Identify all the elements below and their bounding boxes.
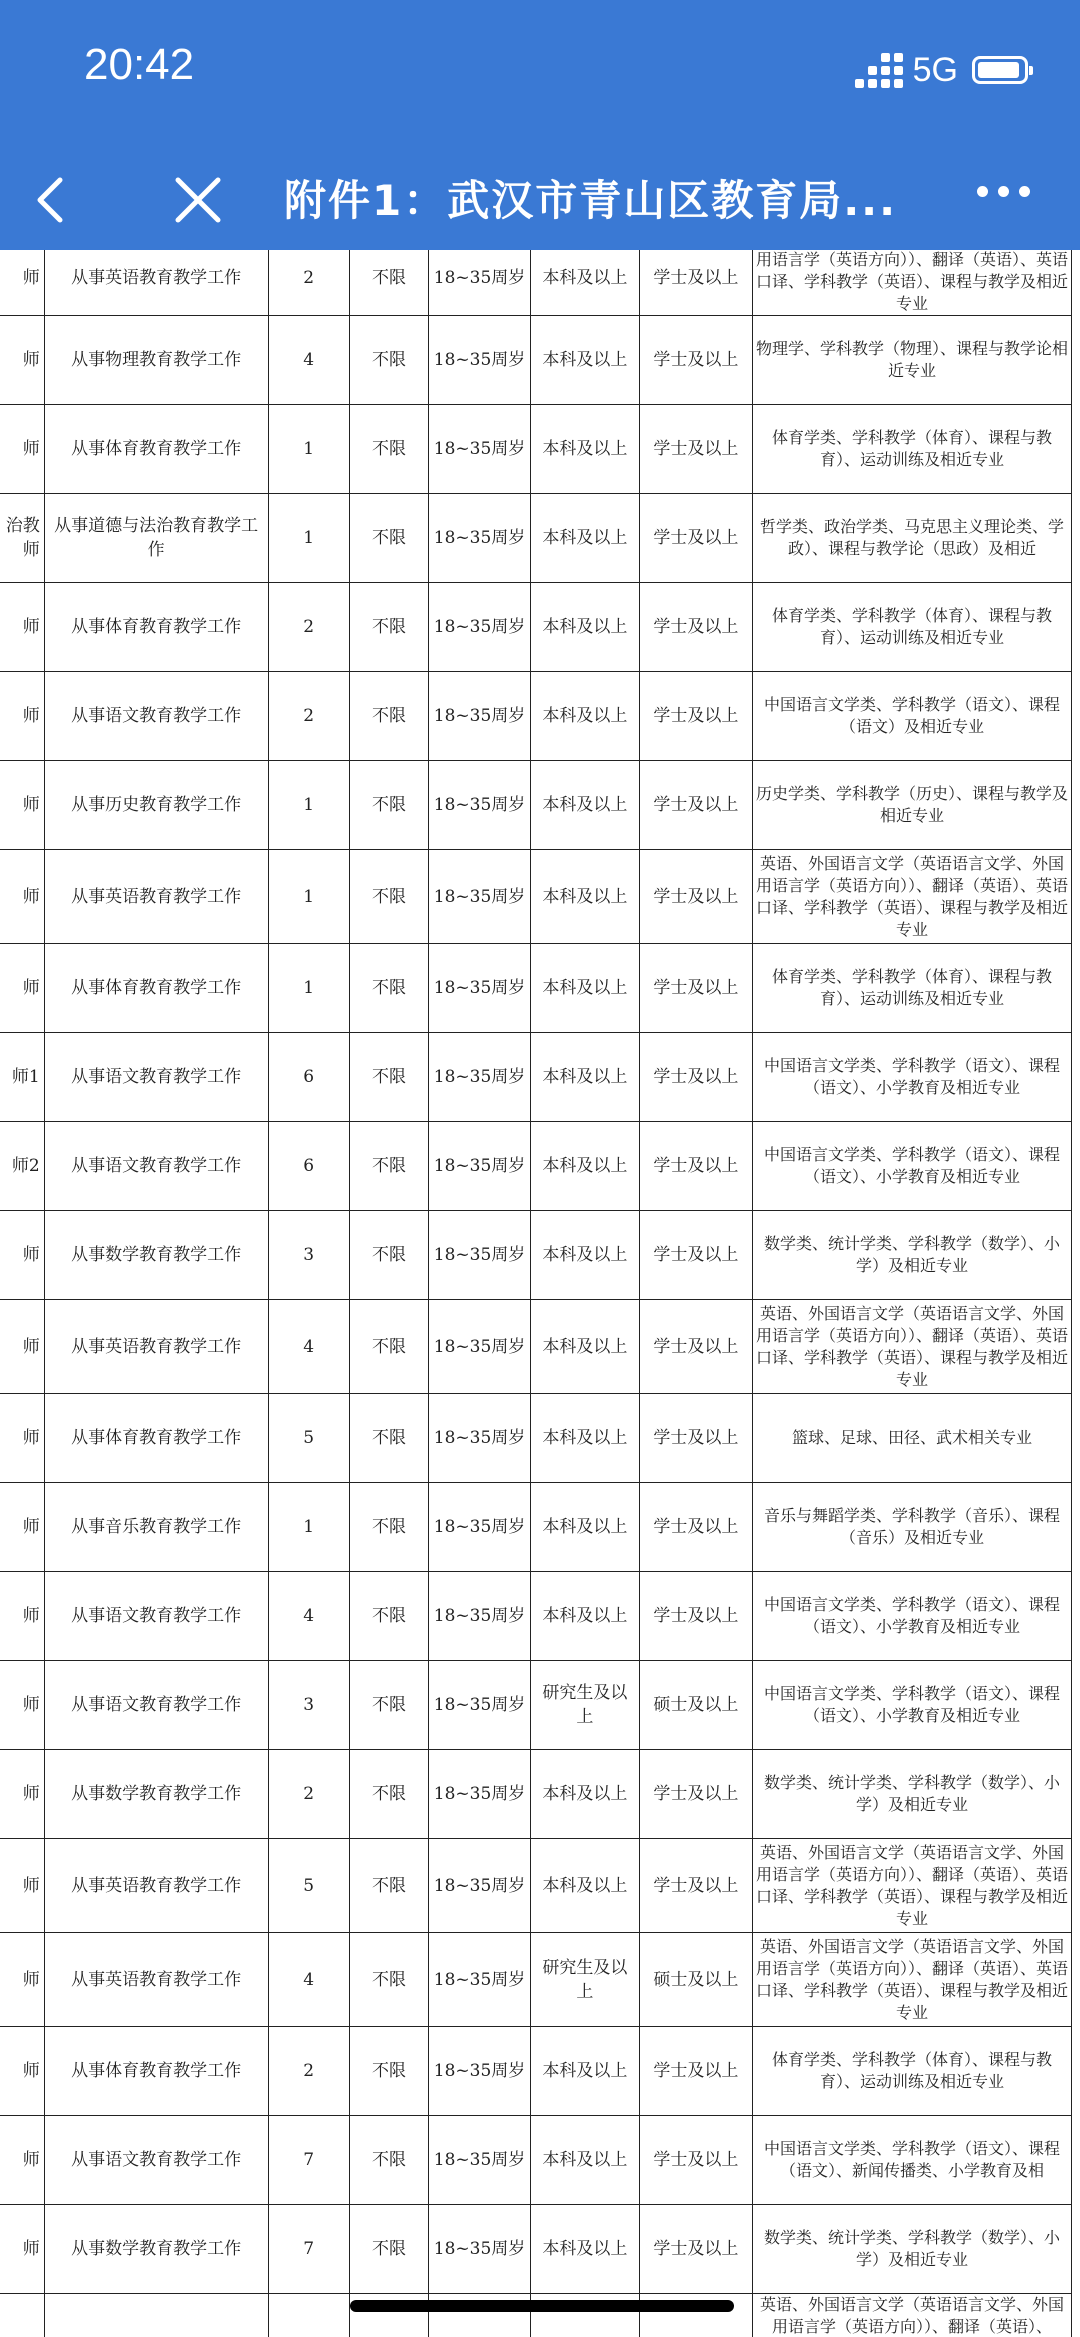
job-duty-cell: 从事物理教育教学工作 xyxy=(44,316,268,405)
age-range-cell: 18~35周岁 xyxy=(429,761,531,850)
table-row xyxy=(0,405,1072,494)
major-requirement-cell: 数学类、统计学类、学科教学（数学）、小学）及相近专业 xyxy=(752,2205,1071,2294)
education-cell: 本科及以上 xyxy=(530,1394,639,1483)
degree-cell: 学士及以上 xyxy=(639,1300,752,1394)
position-name-cell: 师 xyxy=(0,761,44,850)
age-range-cell: 18~35周岁 xyxy=(429,1033,531,1122)
headcount-cell: 1 xyxy=(268,944,349,1033)
job-duty-cell: 从事历史教育教学工作 xyxy=(44,761,268,850)
position-name-cell: 师 xyxy=(0,1394,44,1483)
position-name-cell: 师 xyxy=(0,1661,44,1750)
table-row xyxy=(0,1033,1072,1122)
education-cell: 本科及以上 xyxy=(530,1211,639,1300)
headcount-cell: 2 xyxy=(268,250,349,316)
age-range-cell: 18~35周岁 xyxy=(429,494,531,583)
position-name-cell: 师 xyxy=(0,2027,44,2116)
position-name-cell: 师 xyxy=(0,1300,44,1394)
headcount-cell: 3 xyxy=(268,1211,349,1300)
job-duty-cell: 从事语文教育教学工作 xyxy=(44,1661,268,1750)
signal-icon xyxy=(855,53,903,88)
education-cell: 本科及以上 xyxy=(530,2116,639,2205)
headcount-cell: 4 xyxy=(268,1572,349,1661)
table-row xyxy=(0,2205,1072,2294)
position-name-cell: 师 xyxy=(0,850,44,944)
age-range-cell: 18~35周岁 xyxy=(429,672,531,761)
headcount-cell: 4 xyxy=(268,1300,349,1394)
table-row xyxy=(0,250,1072,316)
headcount-cell: 1 xyxy=(268,761,349,850)
position-name-cell: 师 xyxy=(0,944,44,1033)
degree-cell: 学士及以上 xyxy=(639,1750,752,1839)
table-row xyxy=(0,1933,1072,2027)
education-cell: 本科及以上 xyxy=(530,944,639,1033)
major-requirement-cell: 数学类、统计学类、学科教学（数学）、小学）及相近专业 xyxy=(752,1750,1071,1839)
gender-limit-cell: 不限 xyxy=(349,850,428,944)
degree-cell: 学士及以上 xyxy=(639,494,752,583)
age-range-cell: 18~35周岁 xyxy=(429,405,531,494)
education-cell: 本科及以上 xyxy=(530,1483,639,1572)
more-icon xyxy=(977,186,988,197)
headcount-cell: 5 xyxy=(268,1394,349,1483)
position-name-cell: 师 xyxy=(0,1211,44,1300)
job-duty-cell: 从事体育教育教学工作 xyxy=(44,944,268,1033)
gender-limit-cell: 不限 xyxy=(349,1839,428,1933)
major-requirement-cell: 英语、外国语言文学（英语语言文学、外国用语言学（英语方向））、翻译（英语）、 xyxy=(752,2294,1071,2337)
education-cell: 本科及以上 xyxy=(530,1839,639,1933)
headcount-cell: 7 xyxy=(268,2116,349,2205)
degree-cell: 学士及以上 xyxy=(639,1839,752,1933)
job-duty-cell: 从事语文教育教学工作 xyxy=(44,1033,268,1122)
table-row xyxy=(0,1394,1072,1483)
major-requirement-cell: 体育学类、学科教学（体育）、课程与教育）、运动训练及相近专业 xyxy=(752,2027,1071,2116)
education-cell: 本科及以上 xyxy=(530,250,639,316)
degree-cell: 学士及以上 xyxy=(639,850,752,944)
education-cell: 本科及以上 xyxy=(530,672,639,761)
job-duty-cell: 从事体育教育教学工作 xyxy=(44,2027,268,2116)
headcount-cell: 1 xyxy=(268,405,349,494)
headcount-cell: 1 xyxy=(268,1483,349,1572)
gender-limit-cell: 不限 xyxy=(349,1033,428,1122)
education-cell: 本科及以上 xyxy=(530,583,639,672)
job-duty-cell: 从事数学教育教学工作 xyxy=(44,1750,268,1839)
age-range-cell: 18~35周岁 xyxy=(429,944,531,1033)
table-row xyxy=(0,850,1072,944)
table-row xyxy=(0,761,1072,850)
major-requirement-cell: 中国语言文学类、学科教学（语文）、课程（语文）、小学教育及相近专业 xyxy=(752,1033,1071,1122)
major-requirement-cell: 英语、外国语言文学（英语语言文学、外国用语言学（英语方向））、翻译（英语）、英语口译、学科教学（英语）、课程与教学及相近专业 xyxy=(752,1839,1071,1933)
job-duty-cell: 从事语文教育教学工作 xyxy=(44,2116,268,2205)
position-name-cell: 治教师 xyxy=(0,494,44,583)
position-name-cell: 师 xyxy=(0,1572,44,1661)
age-range-cell: 18~35周岁 xyxy=(429,1572,531,1661)
degree-cell: 学士及以上 xyxy=(639,1122,752,1211)
education-cell: 本科及以上 xyxy=(530,761,639,850)
major-requirement-cell: 中国语言文学类、学科教学（语文）、课程（语文）、新闻传播类、小学教育及相 xyxy=(752,2116,1071,2205)
degree-cell: 学士及以上 xyxy=(639,672,752,761)
job-duty-cell xyxy=(44,2294,268,2337)
table-row xyxy=(0,1750,1072,1839)
education-cell: 本科及以上 xyxy=(530,850,639,944)
battery-icon xyxy=(972,56,1028,84)
degree-cell: 学士及以上 xyxy=(639,2205,752,2294)
table-row xyxy=(0,2027,1072,2116)
major-requirement-cell: 用语言学（英语方向））、翻译（英语）、英语口译、学科教学（英语）、课程与教学及相近专业 xyxy=(752,250,1071,316)
age-range-cell: 18~35周岁 xyxy=(429,1300,531,1394)
job-duty-cell: 从事英语教育教学工作 xyxy=(44,1839,268,1933)
gender-limit-cell: 不限 xyxy=(349,2116,428,2205)
major-requirement-cell: 音乐与舞蹈学类、学科教学（音乐）、课程（音乐）及相近专业 xyxy=(752,1483,1071,1572)
nav-bar xyxy=(0,160,1080,240)
document-viewer[interactable] xyxy=(0,250,1080,2337)
age-range-cell: 18~35周岁 xyxy=(429,2205,531,2294)
position-name-cell: 师1 xyxy=(0,1033,44,1122)
headcount-cell: 1 xyxy=(268,850,349,944)
gender-limit-cell: 不限 xyxy=(349,944,428,1033)
position-name-cell: 师2 xyxy=(0,1122,44,1211)
position-name-cell: 师 xyxy=(0,672,44,761)
table-row xyxy=(0,2116,1072,2205)
chevron-left-icon xyxy=(22,170,82,230)
position-name-cell: 师 xyxy=(0,1483,44,1572)
degree-cell: 学士及以上 xyxy=(639,1394,752,1483)
table-row xyxy=(0,1300,1072,1394)
gender-limit-cell: 不限 xyxy=(349,1933,428,2027)
table-row xyxy=(0,494,1072,583)
gender-limit-cell: 不限 xyxy=(349,1300,428,1394)
close-button[interactable] xyxy=(168,170,228,230)
degree-cell: 学士及以上 xyxy=(639,583,752,672)
major-requirement-cell: 中国语言文学类、学科教学（语文）、课程（语文）、小学教育及相近专业 xyxy=(752,1122,1071,1211)
headcount-cell: 5 xyxy=(268,1839,349,1933)
headcount-cell: 6 xyxy=(268,1033,349,1122)
degree-cell: 学士及以上 xyxy=(639,944,752,1033)
major-requirement-cell: 英语、外国语言文学（英语语言文学、外国用语言学（英语方向））、翻译（英语）、英语口译、学科教学（英语）、课程与教学及相近专业 xyxy=(752,850,1071,944)
gender-limit-cell: 不限 xyxy=(349,316,428,405)
age-range-cell: 18~35周岁 xyxy=(429,2027,531,2116)
age-range-cell: 18~35周岁 xyxy=(429,316,531,405)
headcount-cell xyxy=(268,2294,349,2337)
education-cell: 本科及以上 xyxy=(530,405,639,494)
job-duty-cell: 从事语文教育教学工作 xyxy=(44,1122,268,1211)
page-title: 附件1：武汉市青山区教育局... xyxy=(284,176,898,225)
position-name-cell: 师 xyxy=(0,316,44,405)
major-requirement-cell: 数学类、统计学类、学科教学（数学）、小学）及相近专业 xyxy=(752,1211,1071,1300)
age-range-cell: 18~35周岁 xyxy=(429,1483,531,1572)
education-cell: 本科及以上 xyxy=(530,1122,639,1211)
education-cell: 本科及以上 xyxy=(530,316,639,405)
headcount-cell: 2 xyxy=(268,1750,349,1839)
major-requirement-cell: 体育学类、学科教学（体育）、课程与教育）、运动训练及相近专业 xyxy=(752,405,1071,494)
table-row xyxy=(0,672,1072,761)
age-range-cell: 18~35周岁 xyxy=(429,1394,531,1483)
education-cell: 研究生及以上 xyxy=(530,1661,639,1750)
major-requirement-cell: 中国语言文学类、学科教学（语文）、课程（语文）及相近专业 xyxy=(752,672,1071,761)
headcount-cell: 1 xyxy=(268,494,349,583)
age-range-cell: 18~35周岁 xyxy=(429,1933,531,2027)
age-range-cell: 18~35周岁 xyxy=(429,1661,531,1750)
gender-limit-cell: 不限 xyxy=(349,761,428,850)
position-name-cell: 师 xyxy=(0,1839,44,1933)
gender-limit-cell: 不限 xyxy=(349,583,428,672)
gender-limit-cell: 不限 xyxy=(349,2027,428,2116)
gender-limit-cell: 不限 xyxy=(349,1572,428,1661)
table-row xyxy=(0,583,1072,672)
job-duty-cell: 从事体育教育教学工作 xyxy=(44,1394,268,1483)
age-range-cell: 18~35周岁 xyxy=(429,250,531,316)
back-button[interactable] xyxy=(22,170,82,230)
education-cell: 研究生及以上 xyxy=(530,1933,639,2027)
job-duty-cell: 从事英语教育教学工作 xyxy=(44,1933,268,2027)
education-cell: 本科及以上 xyxy=(530,1033,639,1122)
degree-cell: 学士及以上 xyxy=(639,2027,752,2116)
network-type: 5G xyxy=(912,50,958,89)
table-row xyxy=(0,1572,1072,1661)
major-requirement-cell: 体育学类、学科教学（体育）、课程与教育）、运动训练及相近专业 xyxy=(752,944,1071,1033)
age-range-cell: 18~35周岁 xyxy=(429,1211,531,1300)
degree-cell: 学士及以上 xyxy=(639,405,752,494)
status-time: 20:42 xyxy=(84,40,195,89)
major-requirement-cell: 体育学类、学科教学（体育）、课程与教育）、运动训练及相近专业 xyxy=(752,583,1071,672)
job-duty-cell: 从事英语教育教学工作 xyxy=(44,1300,268,1394)
headcount-cell: 2 xyxy=(268,583,349,672)
headcount-cell: 3 xyxy=(268,1661,349,1750)
education-cell: 本科及以上 xyxy=(530,2027,639,2116)
position-name-cell: 师 xyxy=(0,1933,44,2027)
job-duty-cell: 从事语文教育教学工作 xyxy=(44,672,268,761)
education-cell: 本科及以上 xyxy=(530,2205,639,2294)
degree-cell: 学士及以上 xyxy=(639,1483,752,1572)
table-row xyxy=(0,1661,1072,1750)
degree-cell: 学士及以上 xyxy=(639,1033,752,1122)
recruitment-table xyxy=(0,250,1072,2337)
degree-cell: 学士及以上 xyxy=(639,250,752,316)
headcount-cell: 2 xyxy=(268,2027,349,2116)
table-row xyxy=(0,1122,1072,1211)
age-range-cell: 18~35周岁 xyxy=(429,1122,531,1211)
job-duty-cell: 从事数学教育教学工作 xyxy=(44,2205,268,2294)
age-range-cell: 18~35周岁 xyxy=(429,2116,531,2205)
gender-limit-cell: 不限 xyxy=(349,494,428,583)
headcount-cell: 4 xyxy=(268,1933,349,2027)
job-duty-cell: 从事数学教育教学工作 xyxy=(44,1211,268,1300)
major-requirement-cell: 历史学类、学科教学（历史）、课程与教学及相近专业 xyxy=(752,761,1071,850)
headcount-cell: 7 xyxy=(268,2205,349,2294)
job-duty-cell: 从事体育教育教学工作 xyxy=(44,405,268,494)
gender-limit-cell: 不限 xyxy=(349,1661,428,1750)
gender-limit-cell: 不限 xyxy=(349,1122,428,1211)
close-icon xyxy=(168,170,228,230)
app-header xyxy=(0,0,1080,250)
degree-cell: 学士及以上 xyxy=(639,2116,752,2205)
gender-limit-cell: 不限 xyxy=(349,672,428,761)
major-requirement-cell: 哲学类、政治学类、马克思主义理论类、学政）、课程与教学论（思政）及相近 xyxy=(752,494,1071,583)
age-range-cell: 18~35周岁 xyxy=(429,850,531,944)
degree-cell: 学士及以上 xyxy=(639,316,752,405)
major-requirement-cell: 中国语言文学类、学科教学（语文）、课程（语文）、小学教育及相近专业 xyxy=(752,1572,1071,1661)
table-row xyxy=(0,1483,1072,1572)
job-duty-cell: 从事道德与法治教育教学工作 xyxy=(44,494,268,583)
gender-limit-cell: 不限 xyxy=(349,405,428,494)
position-name-cell: 师 xyxy=(0,2205,44,2294)
education-cell: 本科及以上 xyxy=(530,494,639,583)
education-cell: 本科及以上 xyxy=(530,1572,639,1661)
education-cell: 本科及以上 xyxy=(530,1300,639,1394)
major-requirement-cell: 英语、外国语言文学（英语语言文学、外国用语言学（英语方向））、翻译（英语）、英语口译、学科教学（英语）、课程与教学及相近专业 xyxy=(752,1933,1071,2027)
position-name-cell: 师 xyxy=(0,250,44,316)
job-duty-cell: 从事体育教育教学工作 xyxy=(44,583,268,672)
position-name-cell: 师 xyxy=(0,1750,44,1839)
table-row xyxy=(0,1211,1072,1300)
table-row xyxy=(0,316,1072,405)
education-cell: 本科及以上 xyxy=(530,1750,639,1839)
table-row xyxy=(0,1839,1072,1933)
gender-limit-cell: 不限 xyxy=(349,1211,428,1300)
gender-limit-cell: 不限 xyxy=(349,1394,428,1483)
degree-cell: 硕士及以上 xyxy=(639,1933,752,2027)
table-row xyxy=(0,944,1072,1033)
age-range-cell: 18~35周岁 xyxy=(429,1839,531,1933)
more-options-button[interactable] xyxy=(977,186,1030,197)
age-range-cell: 18~35周岁 xyxy=(429,583,531,672)
major-requirement-cell: 篮球、足球、田径、武术相关专业 xyxy=(752,1394,1071,1483)
headcount-cell: 2 xyxy=(268,672,349,761)
degree-cell: 学士及以上 xyxy=(639,761,752,850)
major-requirement-cell: 中国语言文学类、学科教学（语文）、课程（语文）、小学教育及相近专业 xyxy=(752,1661,1071,1750)
job-duty-cell: 从事英语教育教学工作 xyxy=(44,250,268,316)
job-duty-cell: 从事音乐教育教学工作 xyxy=(44,1483,268,1572)
gender-limit-cell: 不限 xyxy=(349,1750,428,1839)
job-duty-cell: 从事语文教育教学工作 xyxy=(44,1572,268,1661)
major-requirement-cell: 物理学、学科教学（物理）、课程与教学论相近专业 xyxy=(752,316,1071,405)
headcount-cell: 4 xyxy=(268,316,349,405)
position-name-cell: 师 xyxy=(0,405,44,494)
home-indicator[interactable] xyxy=(350,2300,734,2312)
gender-limit-cell: 不限 xyxy=(349,250,428,316)
position-name-cell: 师 xyxy=(0,583,44,672)
major-requirement-cell: 英语、外国语言文学（英语语言文学、外国用语言学（英语方向））、翻译（英语）、英语口译、学科教学（英语）、课程与教学及相近专业 xyxy=(752,1300,1071,1394)
job-duty-cell: 从事英语教育教学工作 xyxy=(44,850,268,944)
status-icons xyxy=(855,48,1028,92)
gender-limit-cell: 不限 xyxy=(349,2205,428,2294)
degree-cell: 学士及以上 xyxy=(639,1211,752,1300)
position-name-cell xyxy=(0,2294,44,2337)
degree-cell: 硕士及以上 xyxy=(639,1661,752,1750)
position-name-cell: 师 xyxy=(0,2116,44,2205)
age-range-cell: 18~35周岁 xyxy=(429,1750,531,1839)
headcount-cell: 6 xyxy=(268,1122,349,1211)
degree-cell: 学士及以上 xyxy=(639,1572,752,1661)
gender-limit-cell: 不限 xyxy=(349,1483,428,1572)
